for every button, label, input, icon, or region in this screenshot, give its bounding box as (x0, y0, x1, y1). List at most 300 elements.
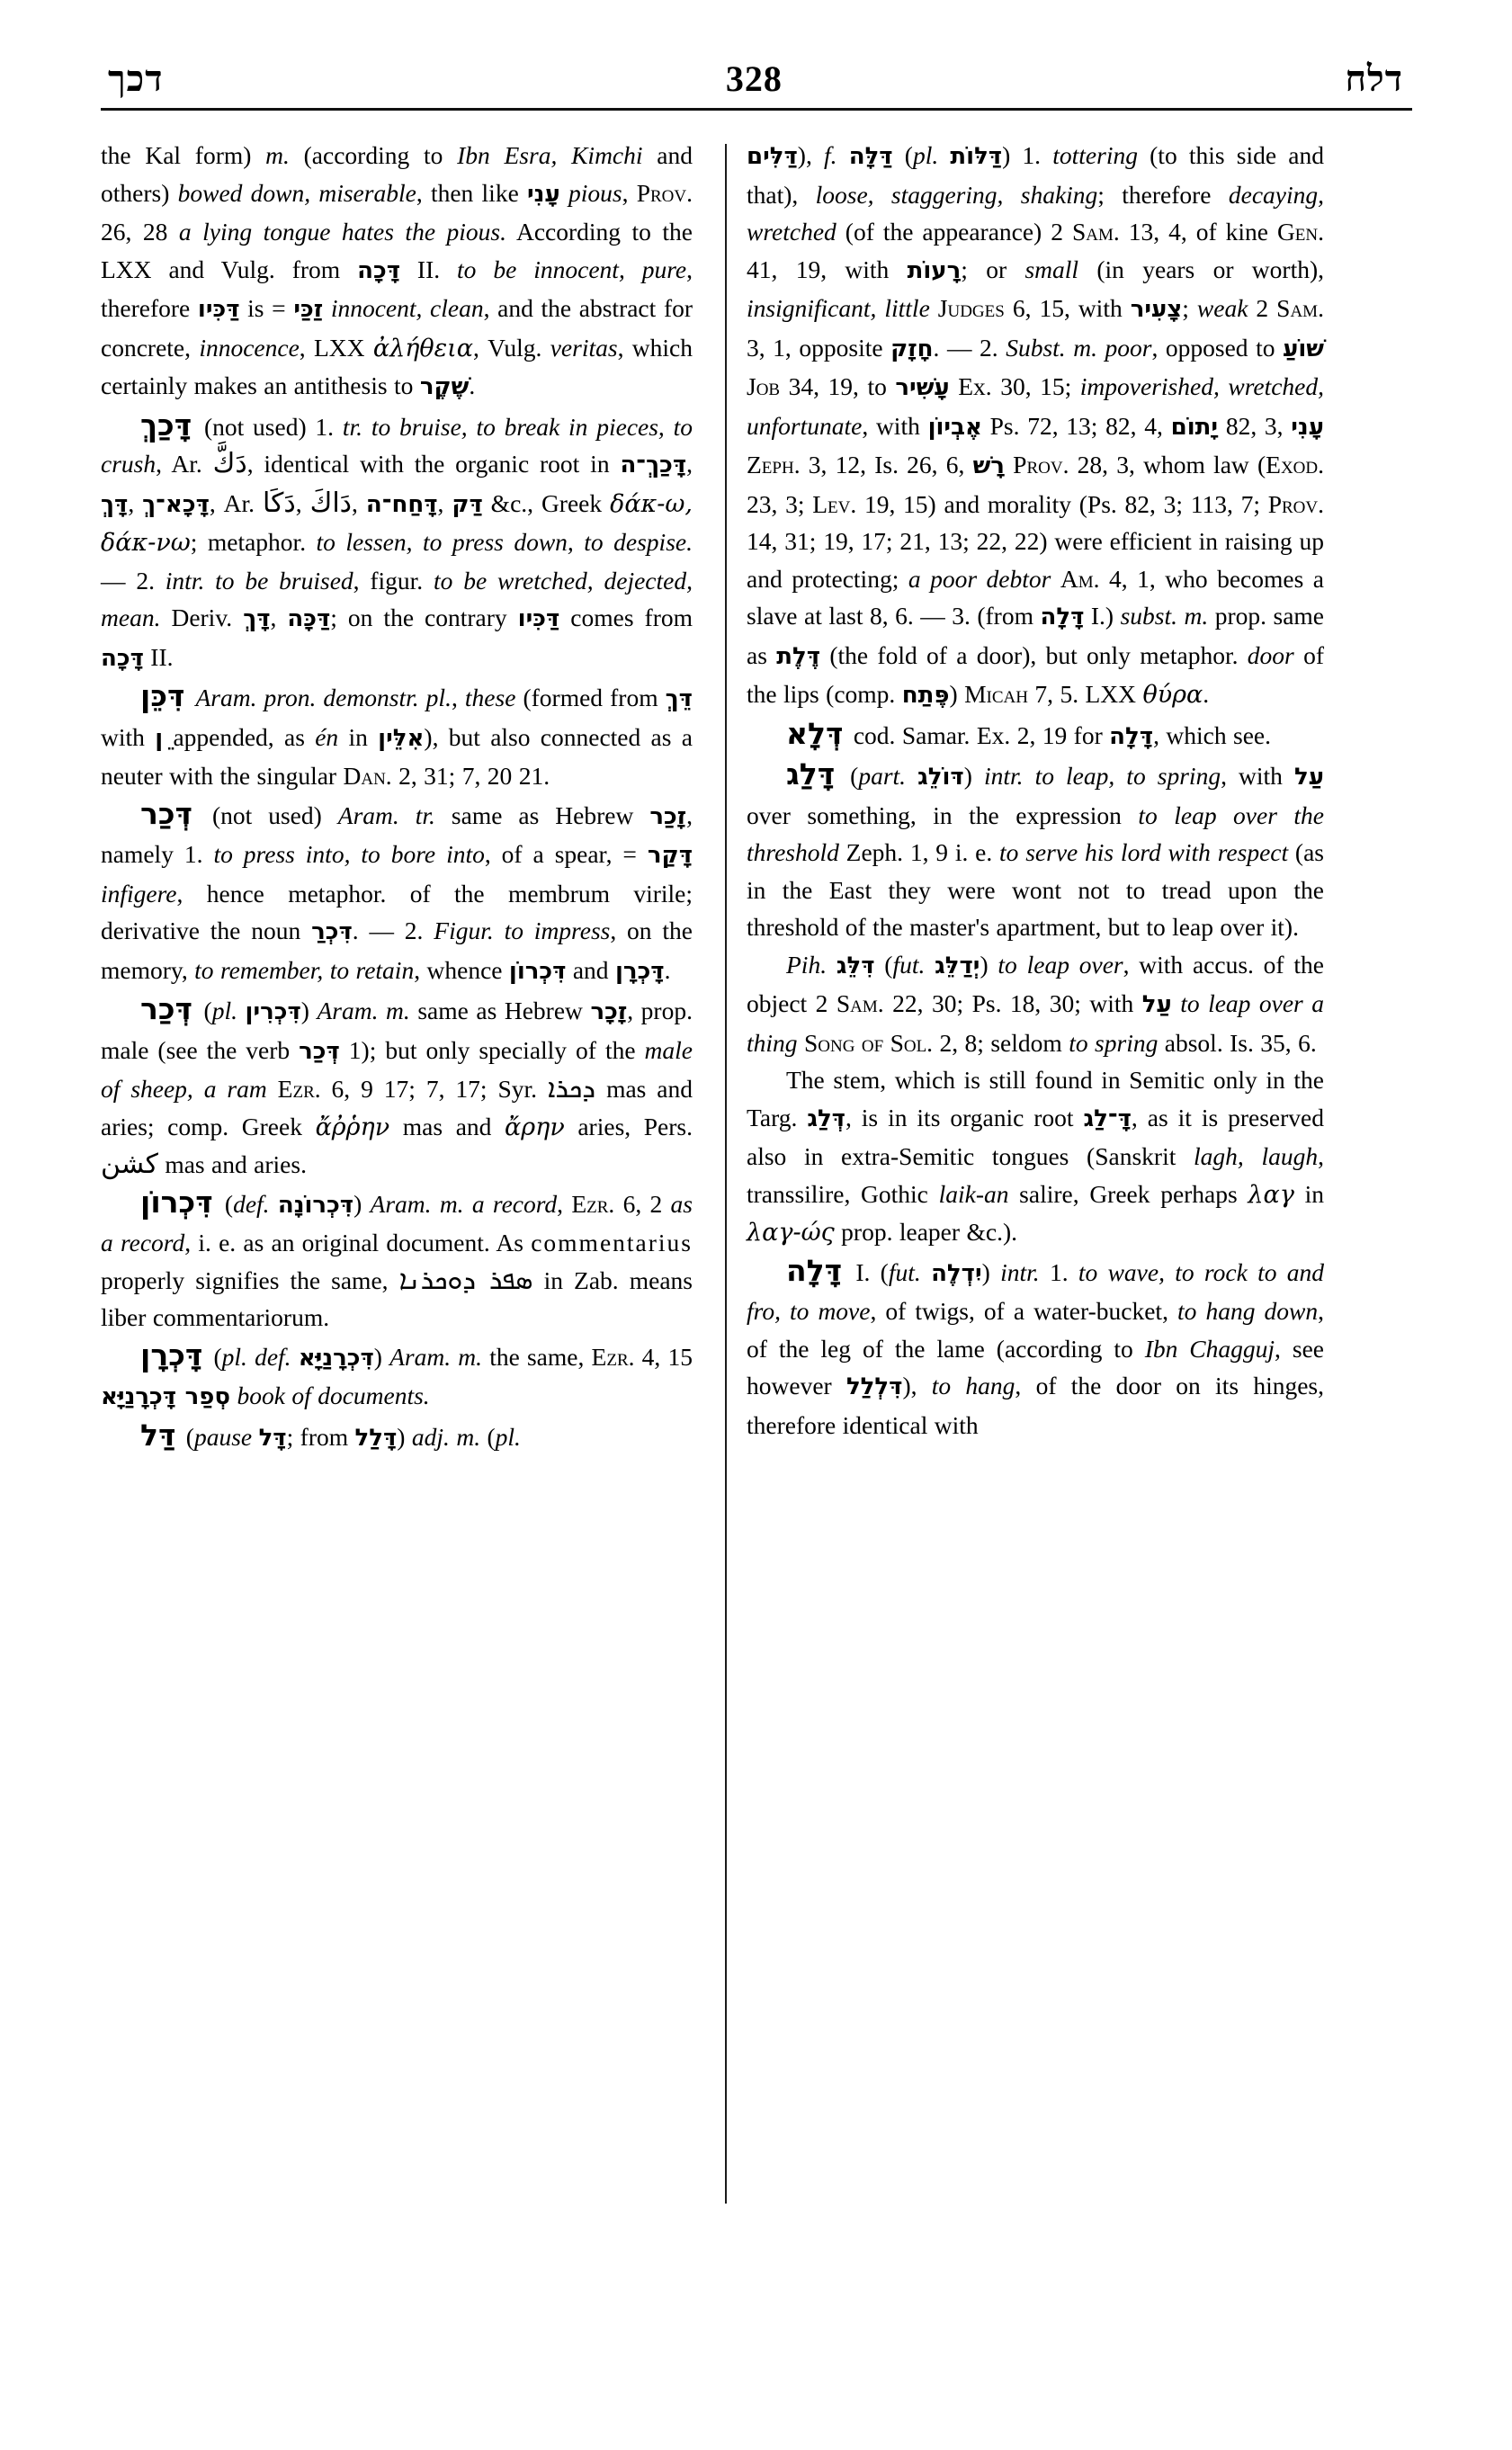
body-text: , therefore (101, 255, 693, 322)
hebrew-word: דֶּלֶת (776, 642, 821, 670)
body-text: properly signifies the same, (101, 1265, 399, 1294)
body-text: I.) (1084, 602, 1121, 630)
entry-headword: דַּל (140, 1417, 176, 1453)
hebrew-word: עָנִי (527, 180, 560, 208)
body-text: ; therefore (1097, 180, 1229, 209)
greek-word: λαγ (1248, 1180, 1294, 1209)
dictionary-paragraph (747, 137, 1324, 715)
body-text: 1. (1039, 1257, 1078, 1286)
body-text: , (352, 488, 366, 517)
hebrew-word: דָּחַח־ה (365, 490, 438, 518)
hebrew-word: דִּלְלַל (845, 1373, 903, 1400)
hebrew-word: דִּכְרָנַיָּא (298, 1344, 374, 1372)
body-text: 4, 15 (634, 1342, 693, 1371)
dictionary-paragraph (747, 946, 1324, 1062)
body-text: , of the door on its hinges, therefore identical with (747, 1372, 1324, 1439)
italic-gloss: these (464, 684, 516, 711)
running-head-left-catchword: דכך (108, 58, 164, 99)
scripture-reference: Am. (1060, 564, 1100, 593)
hebrew-word: דָּל (258, 1424, 287, 1452)
italic-gloss: intr. (1000, 1257, 1040, 1286)
italic-gloss: Aram. tr. (337, 800, 435, 829)
body-text: 6, 15, with (1004, 294, 1131, 322)
hebrew-word: דָּלָה (1109, 722, 1154, 750)
italic-gloss: small (1024, 255, 1079, 283)
body-text: 41, 19, with (747, 255, 908, 283)
hebrew-word: דֵּךְ (665, 685, 693, 712)
body-text: Zeph. 1, 9 i. e. (838, 838, 1000, 866)
scripture-reference: Micah (964, 680, 1028, 708)
body-text: , (295, 488, 310, 517)
body-text: 13, 4, of kine (1119, 218, 1277, 246)
italic-gloss: a lying tongue hates the pious. (178, 218, 506, 246)
italic-gloss: as a record (101, 1189, 693, 1256)
hebrew-word: דִּכְרוֹן (508, 957, 567, 985)
body-text: ), (902, 1372, 932, 1399)
body-text: 23, 3; (747, 489, 813, 518)
body-text: and others) (101, 141, 693, 207)
italic-gloss: Aram. pron. demonstr. pl. (195, 684, 452, 711)
hebrew-word: זָכַר (649, 802, 687, 830)
italic-gloss: insignificant, little (747, 294, 930, 322)
hebrew-word: רָשׁ (972, 452, 1005, 479)
italic-gloss: male of sheep, a ram (101, 1035, 693, 1103)
hebrew-word: דָּכָה (357, 256, 400, 284)
body-text: the Kal form) (101, 141, 266, 169)
body-text: (the fold of a door), but only metaphor. (820, 640, 1248, 669)
hebrew-word: דָּכָה (101, 644, 144, 672)
italic-gloss: to leap over the threshold (747, 800, 1324, 866)
italic-gloss: pause (193, 1422, 253, 1451)
body-text: same as Hebrew (409, 997, 591, 1024)
body-text: &c., Greek (482, 488, 611, 517)
italic-gloss: weak (1196, 294, 1248, 322)
body-text (323, 294, 331, 322)
greek-word: ἀλήθεια (372, 334, 473, 362)
dictionary-entry (101, 1417, 693, 1458)
italic-gloss: decaying, wretched (747, 180, 1324, 246)
body-text (237, 997, 246, 1024)
body-text: , (686, 450, 693, 478)
body-text: ), (797, 141, 824, 169)
left-column (101, 137, 712, 2205)
body-text: 14, 31; 19, 17; 21, 13; 22, 22) were efficient in raising up and protecting; (747, 527, 1324, 593)
running-head (108, 43, 1403, 97)
body-text: ; from (286, 1422, 355, 1451)
semitic-cognate: ܕܟܪܐ (547, 1073, 596, 1104)
body-text: (as in the East they were wont not to tread upon the threshold of the master's apartment, but to leap over it). (747, 838, 1324, 941)
italic-gloss: bowed down, miserable (177, 178, 416, 207)
italic-gloss: to be innocent, pure (457, 255, 687, 283)
body-text: 4, 1, who becomes a slave at last 8, 6. — 3. (from (747, 564, 1324, 630)
hebrew-word: דַּכִּיו (197, 296, 240, 323)
body-text: , hence metaphor. of the membrum virile; derivative the noun (101, 879, 693, 944)
italic-gloss: Subst. m. poor (1006, 333, 1152, 362)
body-text: . — 2. (933, 333, 1007, 362)
dictionary-entry (101, 1337, 693, 1417)
italic-gloss: Aram. m. (317, 997, 410, 1024)
scripture-reference: Sam. (1071, 218, 1120, 246)
scripture-reference: Exod. (1266, 451, 1324, 478)
body-text: , identical with the organic root in (246, 450, 621, 478)
body-text: 82, 3, (1218, 411, 1292, 440)
entry-headword: דָּלָה (786, 1252, 843, 1288)
body-text: (formed from (515, 684, 666, 711)
body-text: , LXX (299, 333, 373, 362)
body-text (1051, 565, 1060, 593)
body-text: , prop. male (see the verb (101, 997, 693, 1064)
hebrew-word: עַל (1293, 764, 1324, 791)
body-text: (not used) 1. (195, 412, 343, 441)
hebrew-word: רָעוֹת (907, 256, 962, 284)
body-text (291, 1343, 299, 1371)
italic-gloss: pl. (211, 997, 237, 1024)
italic-gloss: to spring (1069, 1028, 1159, 1057)
body-text: ( (874, 950, 893, 979)
semitic-cognate: ܣܦܪ ܕܘܟܪܢܐ (398, 1264, 533, 1296)
body-text: (in years or worth), (1078, 255, 1324, 283)
body-text: the same, (482, 1342, 592, 1371)
hebrew-word: דְּלַג (807, 1104, 845, 1132)
body-text (938, 141, 950, 169)
body-text: ) (373, 1342, 390, 1371)
greek-word: ἄρην (505, 1113, 565, 1141)
body-text: Ex. 30, 15; (949, 372, 1080, 400)
entry-headword: דְּכַר (140, 991, 192, 1026)
body-text: aries, Pers. (564, 1112, 693, 1140)
body-text: According to the LXX and Vulg. from (101, 218, 693, 283)
hebrew-word: דָּקַר (647, 842, 693, 869)
italic-gloss: door (1247, 640, 1294, 669)
semitic-cognate: دَكَّ (212, 448, 247, 479)
body-text: 26, 28 (101, 218, 179, 246)
body-text: , whence (414, 955, 509, 984)
body-text (827, 951, 837, 979)
body-text: II. (143, 642, 174, 671)
scripture-reference: Ezr. (591, 1342, 635, 1371)
italic-gloss: book of documents. (237, 1381, 430, 1409)
italic-gloss: lagh, laugh (1194, 1142, 1319, 1170)
body-text: , of the leg of the lame (according to (747, 1297, 1324, 1363)
body-text: , which certainly makes an antithesis to (101, 333, 693, 399)
entry-headword: דִּכְרוֹן (140, 1184, 213, 1220)
italic-gloss: to serve his lord with respect (999, 838, 1289, 866)
body-text (1005, 451, 1013, 478)
hebrew-word: דְּכַר (299, 1037, 340, 1065)
body-text (270, 1190, 278, 1218)
letterspaced-term: commentarius (531, 1229, 693, 1256)
body-text: ) (300, 997, 318, 1024)
body-text: , (622, 178, 637, 207)
semitic-cognate: دَاكَ (309, 487, 353, 519)
hebrew-word: סְפַר דָּכְרָנַיָּא (101, 1383, 231, 1410)
entry-headword: דִּכֵּן (140, 678, 185, 713)
hebrew-word: דָּכָא־ךְ (142, 490, 210, 518)
hebrew-word: דַּלָּה (848, 143, 893, 170)
body-text: absol. Is. 35, 6. (1158, 1028, 1317, 1057)
hebrew-word: דִּלֵּג (836, 952, 875, 979)
body-text (267, 1075, 278, 1103)
body-text: mas and (389, 1112, 505, 1140)
italic-gloss: to be wretched, dejected, mean. (101, 566, 693, 631)
hebrew-word: דָּ־לַג (1083, 1104, 1132, 1132)
italic-gloss: to hang (931, 1372, 1015, 1399)
body-text: in (1293, 1179, 1324, 1208)
body-text: (to this side and that), (747, 141, 1324, 209)
body-text: comes from (559, 604, 693, 631)
body-text: ( (838, 762, 859, 790)
dictionary-entry (101, 1184, 693, 1337)
body-text: 2, 31; 7, 20 21. (391, 762, 550, 790)
header-rule (101, 108, 1412, 111)
body-text: ) 1. (1002, 141, 1053, 169)
body-text: 34, 19, to (780, 372, 896, 400)
body-text (930, 294, 938, 322)
italic-gloss: impoverished, wretched, unfortunate (747, 372, 1325, 440)
italic-gloss: veritas (550, 333, 618, 362)
body-text (837, 141, 849, 169)
page-number: 328 (725, 58, 783, 99)
body-text: 2, 8; seldom (933, 1028, 1069, 1057)
italic-gloss: a poor debtor (908, 564, 1051, 593)
italic-gloss: Pih. (786, 950, 828, 979)
scripture-reference: Judges (937, 294, 1005, 322)
body-text: , Ar. (156, 450, 213, 478)
body-text: 6, 9 17; 7, 17; Syr. (320, 1075, 548, 1103)
body-text: ) (980, 950, 998, 979)
body-text: salire, Greek perhaps (1008, 1179, 1248, 1208)
scripture-reference: Ezr. (277, 1075, 321, 1103)
body-text: , namely 1. (101, 800, 693, 868)
body-text: . (1203, 680, 1210, 708)
body-text: , on the memory, (101, 917, 693, 984)
body-text: Deriv. (160, 604, 244, 631)
body-text: ( (480, 1422, 496, 1451)
entry-headword: דָּכְרָן (140, 1337, 203, 1373)
body-text: . (664, 955, 671, 984)
body-text: , Ar. (209, 488, 263, 517)
body-text: 28, 3, whom law ( (1069, 451, 1266, 478)
dictionary-entry (747, 756, 1324, 946)
scripture-reference: Ezr. (571, 1189, 615, 1218)
hebrew-word: זָכָר (590, 998, 628, 1025)
body-text: ; or (961, 255, 1025, 283)
body-text (560, 179, 568, 207)
italic-gloss: def. (233, 1189, 270, 1218)
body-text (1172, 989, 1180, 1017)
hebrew-word: דָּכְרָן (614, 957, 665, 985)
italic-gloss: loose, staggering, shaking (815, 180, 1098, 209)
hebrew-word: דִּכְרוֹנָה (277, 1191, 354, 1219)
italic-gloss: to leap over a thing (747, 989, 1324, 1057)
body-text: 2 (1248, 294, 1277, 322)
italic-gloss: to remember, to retain (194, 955, 415, 984)
italic-gloss: to press into, to bore into (213, 840, 485, 868)
hebrew-word: אִלֵּין (378, 724, 425, 752)
hebrew-word: דַּלִּים (747, 143, 798, 170)
hebrew-word: דָּלַל (354, 1424, 398, 1452)
body-text: ( (179, 1422, 194, 1451)
body-columns (101, 137, 1414, 2205)
body-text: Ps. 72, 13; 82, 4, (981, 411, 1171, 440)
body-text: ( (892, 141, 913, 169)
right-column (712, 137, 1324, 2205)
body-text: of the lips (comp. (747, 640, 1324, 708)
body-text: ; metaphor. (190, 528, 317, 556)
entry-headword: דָּלַג (786, 756, 836, 791)
italic-gloss: pious (568, 178, 622, 207)
body-text: ), but also connected as a neuter with the singular (101, 722, 693, 790)
dictionary-entry (747, 1252, 1324, 1444)
scripture-reference: Dan. (343, 762, 392, 790)
body-text (798, 1029, 804, 1057)
hebrew-word: דָּךְ (101, 490, 129, 518)
italic-gloss: laik-an (938, 1179, 1009, 1208)
body-text: , Vulg. (472, 333, 550, 362)
italic-gloss: Ibn Chagguj (1144, 1334, 1275, 1363)
body-text: , opposed to (1151, 333, 1284, 362)
body-text: (not used) (195, 800, 338, 829)
body-text: 7, 5. LXX (1027, 680, 1143, 708)
body-text: The stem, which is still found in Semitic only in the Targ. (747, 1066, 1324, 1131)
hebrew-word: עָשִׁיר (895, 374, 950, 401)
body-text: over something, in the expression (747, 800, 1139, 829)
body-text: mas and aries; comp. Greek (101, 1075, 693, 1140)
hebrew-word: דָּךְ (243, 605, 271, 632)
body-text: ) (353, 1189, 371, 1218)
body-text: appended, as (163, 722, 316, 751)
italic-gloss: to wave, to rock to and fro, to move (747, 1257, 1325, 1325)
body-text: prop. leaper &c.). (834, 1218, 1017, 1246)
body-text: , i. e. as an original document. As (184, 1229, 532, 1256)
hebrew-word: זַכַּי (293, 296, 324, 323)
body-text: and (566, 955, 615, 984)
hebrew-word: פֶּתַח (901, 682, 950, 709)
hebrew-word: יִדְלֶה (931, 1259, 982, 1287)
italic-gloss: pl. (912, 141, 939, 169)
body-text: , with accus. of the object 2 (747, 950, 1324, 1017)
italic-gloss: intr. to leap, to spring (983, 762, 1221, 790)
body-text: ) (981, 1257, 1001, 1286)
body-text: , figur. (353, 566, 434, 595)
body-text: , then like (416, 178, 528, 207)
body-text (230, 1381, 237, 1409)
body-text: same as Hebrew (434, 800, 650, 829)
scripture-reference: Sam. (1276, 294, 1324, 322)
italic-gloss: part. (858, 762, 907, 790)
italic-gloss: Figur. to impress (434, 917, 611, 944)
semitic-cognate: دَكَا (262, 487, 296, 519)
hebrew-word: דַּק (452, 490, 483, 518)
body-text: (according to (289, 141, 458, 169)
body-text: ) (397, 1422, 412, 1451)
body-text: , is in its organic root (845, 1103, 1084, 1131)
body-text: prop. same as (747, 602, 1324, 669)
italic-gloss: tr. to bruise, to break in pieces, to crush (101, 412, 693, 478)
scripture-reference: Song of Sol. (803, 1028, 934, 1057)
dictionary-entry (101, 677, 693, 795)
body-text: cod. Samar. Ex. 2, 19 for (846, 720, 1110, 749)
italic-gloss: fut. (888, 1257, 921, 1286)
running-head-right-catchword: דלח (1345, 58, 1403, 99)
italic-gloss: f. (824, 141, 837, 169)
hebrew-word: שֶׁקֶר (419, 373, 470, 400)
italic-gloss: pl. def. (221, 1342, 291, 1371)
italic-gloss: a record (471, 1189, 558, 1218)
body-text (906, 762, 917, 790)
italic-gloss: Aram. m. (389, 1342, 483, 1371)
body-text: , and the abstract for concrete, (101, 294, 693, 362)
hebrew-word: דּוֹלֵג (917, 764, 964, 791)
entry-headword: דָּכַךְ (140, 407, 192, 443)
body-text (921, 1258, 931, 1286)
body-text: ( (216, 1189, 234, 1218)
italic-gloss: innocent, clean (330, 294, 484, 322)
body-text: ; (1182, 294, 1197, 322)
dictionary-paragraph (747, 1061, 1324, 1252)
hebrew-word: אֶבְיוֹן (927, 413, 982, 441)
body-text: 3, 1, opposite (747, 333, 891, 362)
entry-headword: דְּכַר (140, 795, 192, 831)
body-text: I. ( (845, 1257, 889, 1286)
scripture-reference: Job (747, 372, 781, 400)
greek-word: ἄῤῥην (315, 1113, 390, 1141)
body-text: 22, 30; Ps. 18, 30; with (883, 989, 1142, 1017)
hebrew-word: דָּלָה (1040, 604, 1085, 630)
hebrew-word: עָנִי (1291, 413, 1324, 441)
hebrew-word: ֵן (155, 724, 164, 752)
body-text: ) (949, 680, 965, 708)
body-text: 3, 12, Is. 26, 6, (800, 451, 973, 478)
body-text (925, 951, 935, 979)
body-text: ; on the contrary (330, 604, 518, 631)
body-text: is = (239, 294, 294, 322)
body-text: 1); but only specially of the (339, 1035, 645, 1064)
body-text: in (338, 722, 379, 751)
hebrew-word: דָּכַךְ־ה (620, 452, 687, 478)
dictionary-paragraph (101, 137, 693, 407)
hebrew-word: עַל (1141, 991, 1172, 1018)
semitic-cognate: كشن (101, 1149, 158, 1180)
body-text: , see however (747, 1334, 1324, 1399)
body-text: , with (1221, 762, 1294, 790)
hebrew-word: דַּלּוֹת (950, 143, 1003, 170)
body-text: ) (963, 762, 984, 790)
scripture-reference: Zeph. (747, 451, 801, 478)
body-text: , (270, 604, 288, 631)
body-text (188, 684, 195, 711)
hebrew-word: שׁוֹעַ (1283, 335, 1324, 362)
greek-word: δάκ-ω, δάκ-νω (101, 489, 693, 557)
body-text: , as it is preserved also in extra-Semitic tongues (Sanskrit (747, 1103, 1324, 1170)
body-text: , (557, 1189, 572, 1218)
italic-gloss: pl. (495, 1422, 521, 1451)
hebrew-word: דִּכְרַ (311, 918, 353, 945)
body-text: (of the appearance) 2 (836, 218, 1072, 246)
hebrew-word: חָזָק (890, 335, 934, 362)
body-text: , transsilire, Gothic (747, 1142, 1325, 1208)
entry-headword: דְּלָא (786, 715, 844, 751)
dictionary-entry (101, 795, 693, 991)
body-text: mas and aries. (157, 1150, 307, 1178)
italic-gloss: Ibn Esra, Kimchi (457, 141, 643, 169)
dictionary-entry (747, 715, 1324, 756)
body-text: , (128, 488, 143, 517)
hebrew-word: יְדַלֵּג (935, 952, 980, 979)
body-text: ( (206, 1342, 222, 1371)
body-text: , which see. (1153, 720, 1271, 749)
hebrew-word: דַּכָּה (287, 605, 331, 632)
